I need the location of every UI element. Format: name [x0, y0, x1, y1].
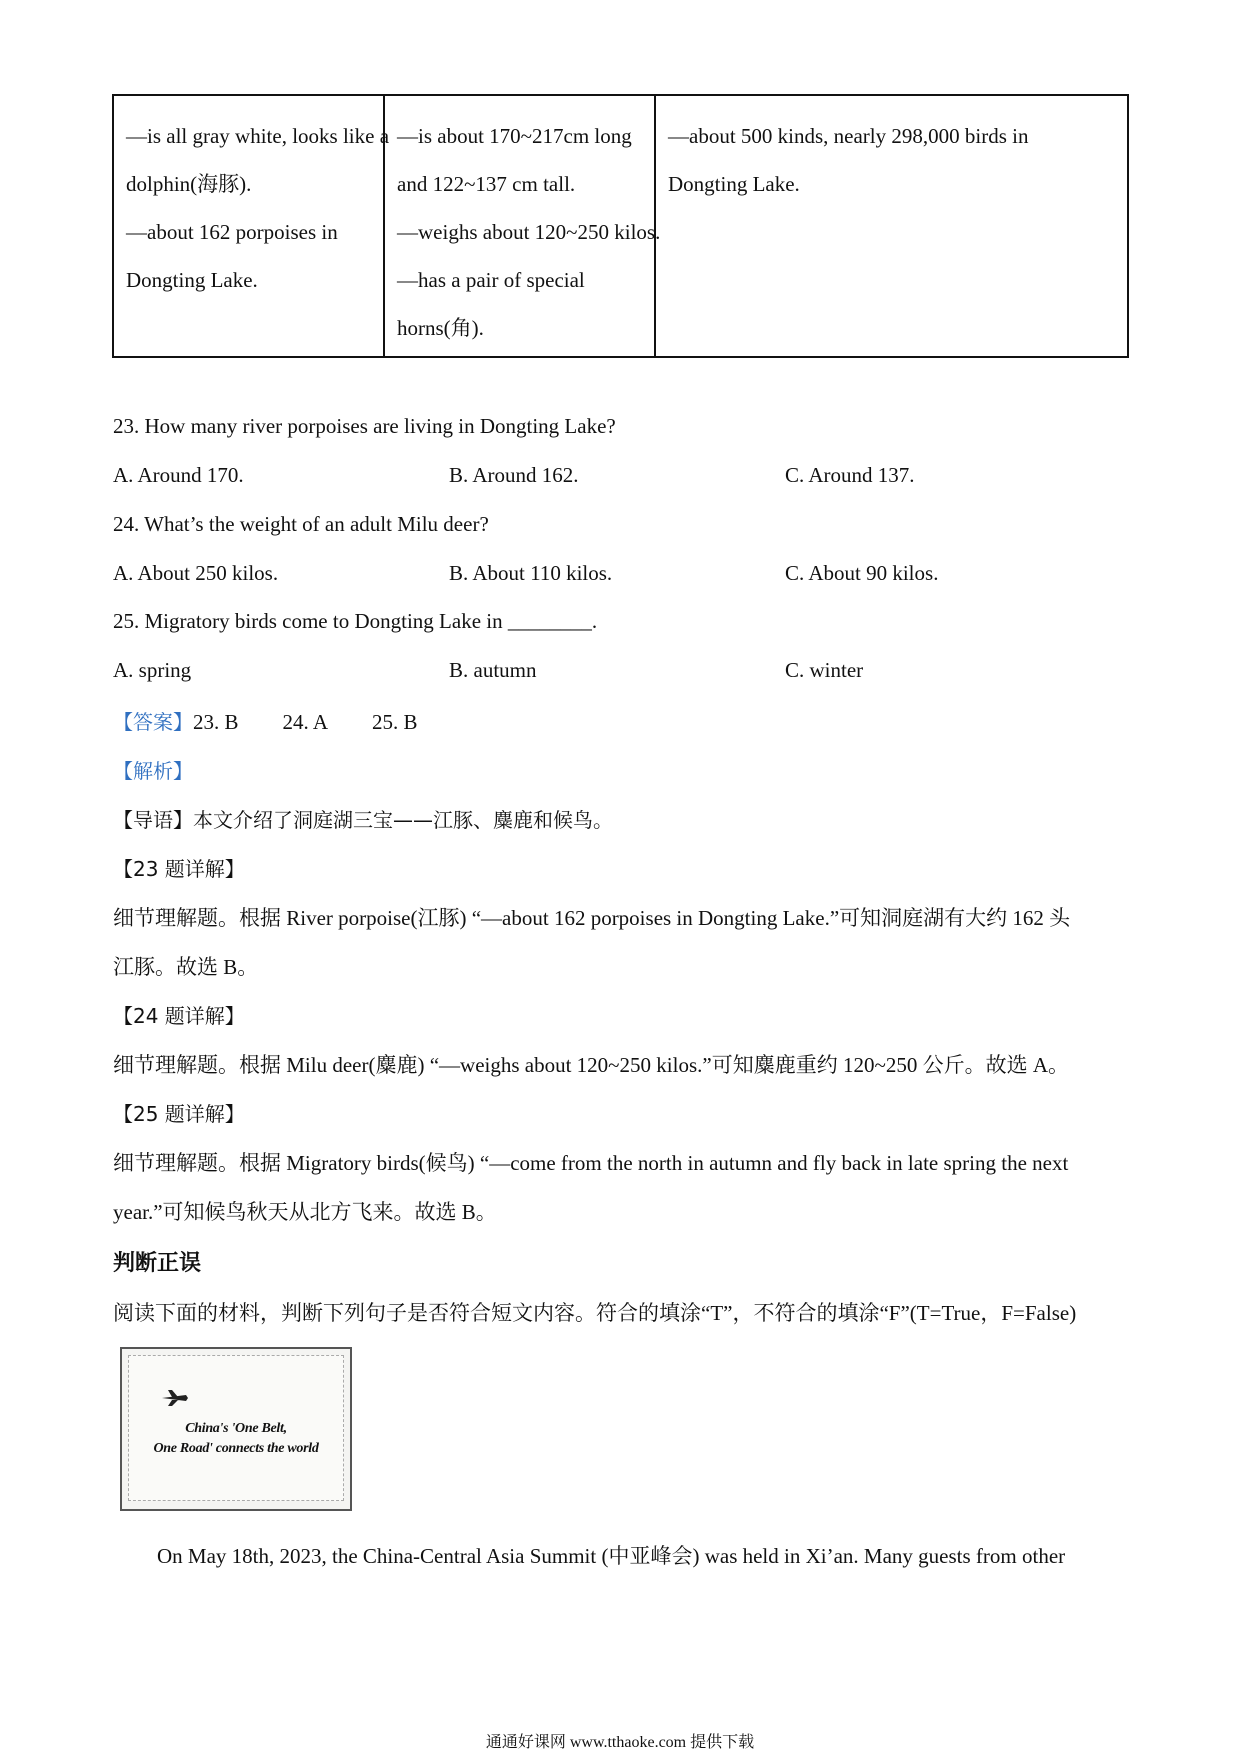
intro-text: 本文介绍了洞庭湖三宝——江豚、麋鹿和候鸟。 [193, 808, 613, 832]
q24-option-b: B. About 110 kilos. [449, 561, 613, 585]
q24-option-c: C. About 90 kilos. [785, 561, 939, 585]
q24-option-a: A. About 250 kilos. [113, 561, 279, 585]
photo-caption-line-2: One Road' connects the world [153, 1441, 319, 1456]
milu-deer-cell [384, 95, 661, 357]
animal-info-table [112, 94, 1129, 358]
table-line: —is about 170~217cm long [397, 124, 632, 148]
detail-25-line-2: year.”可知候鸟秋天从北方飞来。故选 B。 [113, 1200, 497, 1224]
detail-23-title: 【23 题详解】 [113, 857, 245, 881]
page-footer: 通通好课网 www.tthaoke.com 提供下载 [485, 1734, 755, 1751]
section-heading: 判断正误 [113, 1251, 202, 1276]
detail-25-title: 【25 题详解】 [113, 1102, 245, 1126]
answer-line [113, 706, 418, 735]
intro-label: 【导语】 [113, 808, 193, 832]
intro-line [113, 804, 613, 833]
table-line: —weighs about 120~250 kilos. [397, 220, 661, 244]
q23-option-a: A. Around 170. [113, 463, 244, 487]
porpoise-cell [113, 95, 390, 357]
question-25: 25. Migratory birds come to Dongting Lake in ________. [113, 609, 598, 633]
table-line: and 122~137 cm tall. [397, 172, 576, 196]
table-line: —is all gray white, looks like a [126, 124, 390, 148]
answer-25: 25. B [372, 710, 418, 734]
passage-first-line: On May 18th, 2023, the China-Central Asia Summit (中亚峰会) was held in Xi’an. Many guests from other [157, 1544, 1066, 1568]
q23-option-c: C. Around 137. [785, 463, 915, 487]
detail-25-line-1: 细节理解题。根据 Migratory birds(候鸟) “—come from the north in autumn and fly back in late spring the next [113, 1151, 1069, 1175]
table-row [113, 95, 1128, 357]
q25-option-c: C. winter [785, 658, 864, 682]
photo-caption-line-1: China's 'One Belt, [185, 1421, 287, 1436]
table-line: —has a pair of special [397, 268, 585, 292]
detail-23-line-1: 细节理解题。根据 River porpoise(江豚) “—about 162 porpoises in Dongting Lake.”可知洞庭湖有大约 162 头 [113, 906, 1071, 930]
table-line: —about 500 kinds, nearly 298,000 birds in [668, 124, 1029, 148]
analysis-label: 【解析】 [113, 759, 193, 783]
detail-24-line-1: 细节理解题。根据 Milu deer(麋鹿) “—weighs about 120~250 kilos.”可知麋鹿重约 120~250 公斤。故选 A。 [113, 1053, 1069, 1077]
airplane-icon [160, 1389, 190, 1407]
table-line: horns(角). [397, 316, 484, 340]
answer-23: 23. B [193, 710, 239, 734]
table-line: —about 162 porpoises in [126, 220, 338, 244]
q25-option-b: B. autumn [449, 658, 537, 682]
news-photo [120, 1347, 352, 1511]
section-instruction: 阅读下面的材料，判断下列句子是否符合短文内容。符合的填涂“T”，不符合的填涂“F”(T=True，F=False) [113, 1301, 1077, 1325]
detail-23-line-2: 江豚。故选 B。 [113, 955, 259, 979]
table-line: dolphin(海豚). [126, 172, 252, 196]
answer-24: 24. A [282, 710, 329, 734]
answer-label: 【答案】 [113, 710, 193, 734]
question-23: 23. How many river porpoises are living in Dongting Lake? [113, 414, 616, 438]
q23-option-b: B. Around 162. [449, 463, 579, 487]
question-24: 24. What’s the weight of an adult Milu deer? [113, 512, 489, 536]
q25-option-a: A. spring [113, 658, 192, 682]
table-line: Dongting Lake. [126, 268, 258, 292]
detail-24-title: 【24 题详解】 [113, 1004, 245, 1028]
table-line: Dongting Lake. [668, 172, 800, 196]
migratory-birds-cell [655, 95, 1128, 357]
